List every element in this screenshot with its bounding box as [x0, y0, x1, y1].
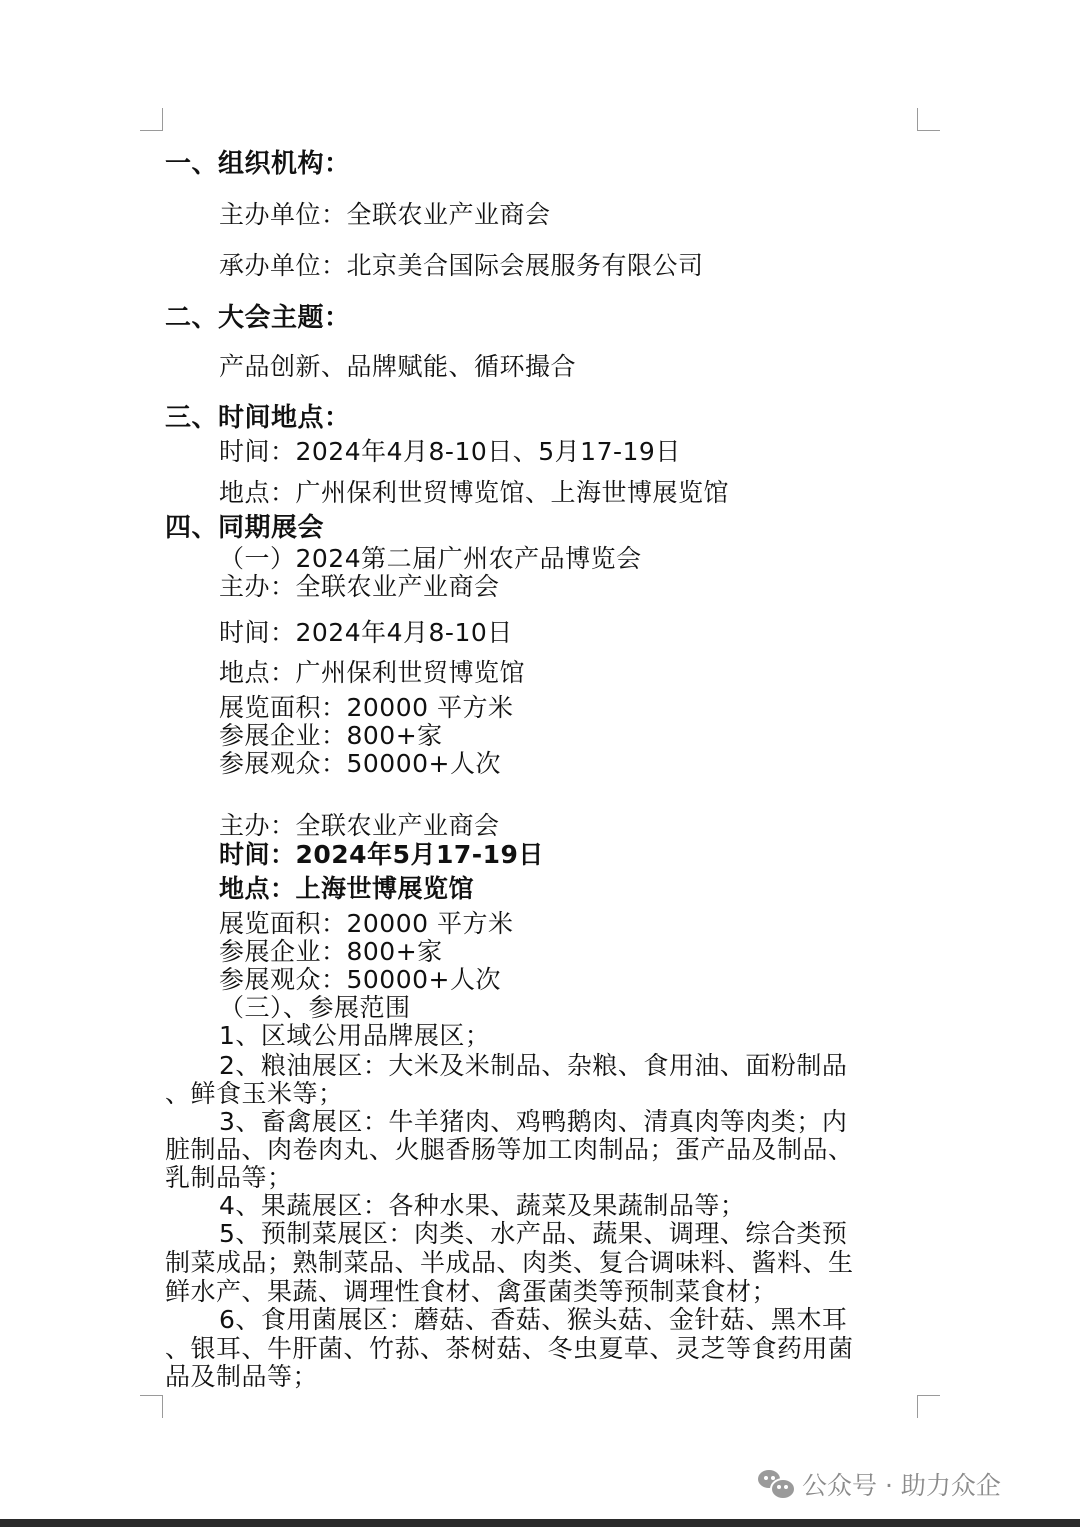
shanghai-host: 主办：全联农业产业商会	[219, 811, 500, 840]
page-corner-top-left	[140, 108, 163, 131]
wechat-icon	[758, 1468, 794, 1500]
page-corner-bottom-right	[917, 1395, 940, 1418]
page-corner-top-right	[917, 108, 940, 131]
scope-item-5-line-3: 鲜水产、果蔬、调理性食材、禽蛋菌类等预制菜食材；	[165, 1277, 778, 1306]
guangzhou-place: 地点：广州保利世贸博览馆	[219, 658, 526, 687]
shanghai-visitors: 参展观众：50000+人次	[219, 965, 501, 994]
scope-item-2-line-1: 2、粮油展区：大米及米制品、杂粮、食用油、面粉制品	[219, 1051, 848, 1080]
event-place: 地点：广州保利世贸博览馆、上海世博展览馆	[219, 478, 730, 507]
guangzhou-host: 主办：全联农业产业商会	[219, 572, 500, 601]
scope-item-3-line-2: 脏制品、肉卷肉丸、火腿香肠等加工肉制品；蛋产品及制品、	[165, 1135, 854, 1164]
section-heading-concurrent: 四、同期展会	[165, 513, 325, 543]
watermark-text: 公众号 · 助力众企	[802, 1471, 1001, 1500]
bottom-edge-bar	[0, 1519, 1080, 1527]
page-corner-bottom-left	[140, 1395, 163, 1418]
scope-item-2-line-2: 、鲜食玉米等；	[165, 1079, 344, 1108]
scope-item-5-line-2: 制菜成品；熟制菜品、半成品、肉类、复合调味料、酱料、生	[165, 1248, 854, 1277]
guangzhou-exhibitors: 参展企业：800+家	[219, 721, 443, 750]
organizer-unit: 承办单位：北京美合国际会展服务有限公司	[219, 251, 704, 280]
scope-item-1: 1、区域公用品牌展区；	[219, 1021, 491, 1050]
guangzhou-area: 展览面积：20000 平方米	[219, 693, 514, 722]
scope-item-3-line-1: 3、畜禽展区：牛羊猪肉、鸡鸭鹅肉、清真肉等肉类；内	[219, 1107, 848, 1136]
scope-item-6-line-3: 品及制品等；	[165, 1362, 319, 1391]
section-heading-theme: 二、大会主题：	[165, 303, 351, 333]
shanghai-area: 展览面积：20000 平方米	[219, 909, 514, 938]
host-unit: 主办单位：全联农业产业商会	[219, 200, 551, 229]
shanghai-exhibitors: 参展企业：800+家	[219, 937, 443, 966]
guangzhou-expo-title: （一）2024第二届广州农产品博览会	[219, 544, 642, 573]
event-time: 时间：2024年4月8-10日、5月17-19日	[219, 437, 681, 466]
scope-item-6-line-2: 、银耳、牛肝菌、竹荪、茶树菇、冬虫夏草、灵芝等食药用菌	[165, 1334, 854, 1363]
shanghai-time: 时间：2024年5月17-19日	[219, 840, 544, 869]
guangzhou-time: 时间：2024年4月8-10日	[219, 618, 513, 647]
guangzhou-visitors: 参展观众：50000+人次	[219, 749, 501, 778]
section-heading-organization: 一、组织机构：	[165, 149, 351, 179]
scope-item-3-line-3: 乳制品等；	[165, 1163, 293, 1192]
watermark	[758, 1464, 1001, 1504]
scope-item-5-line-1: 5、预制菜展区：肉类、水产品、蔬果、调理、综合类预	[219, 1219, 848, 1248]
section-heading-time-place: 三、时间地点：	[165, 403, 351, 433]
theme-text: 产品创新、品牌赋能、循环撮合	[219, 352, 577, 381]
shanghai-place: 地点：上海世博展览馆	[219, 874, 475, 903]
scope-item-6-line-1: 6、食用菌展区：蘑菇、香菇、猴头菇、金针菇、黑木耳	[219, 1305, 848, 1334]
scope-item-4: 4、果蔬展区：各种水果、蔬菜及果蔬制品等；	[219, 1191, 746, 1220]
scope-title: （三）、参展范围	[219, 993, 411, 1022]
